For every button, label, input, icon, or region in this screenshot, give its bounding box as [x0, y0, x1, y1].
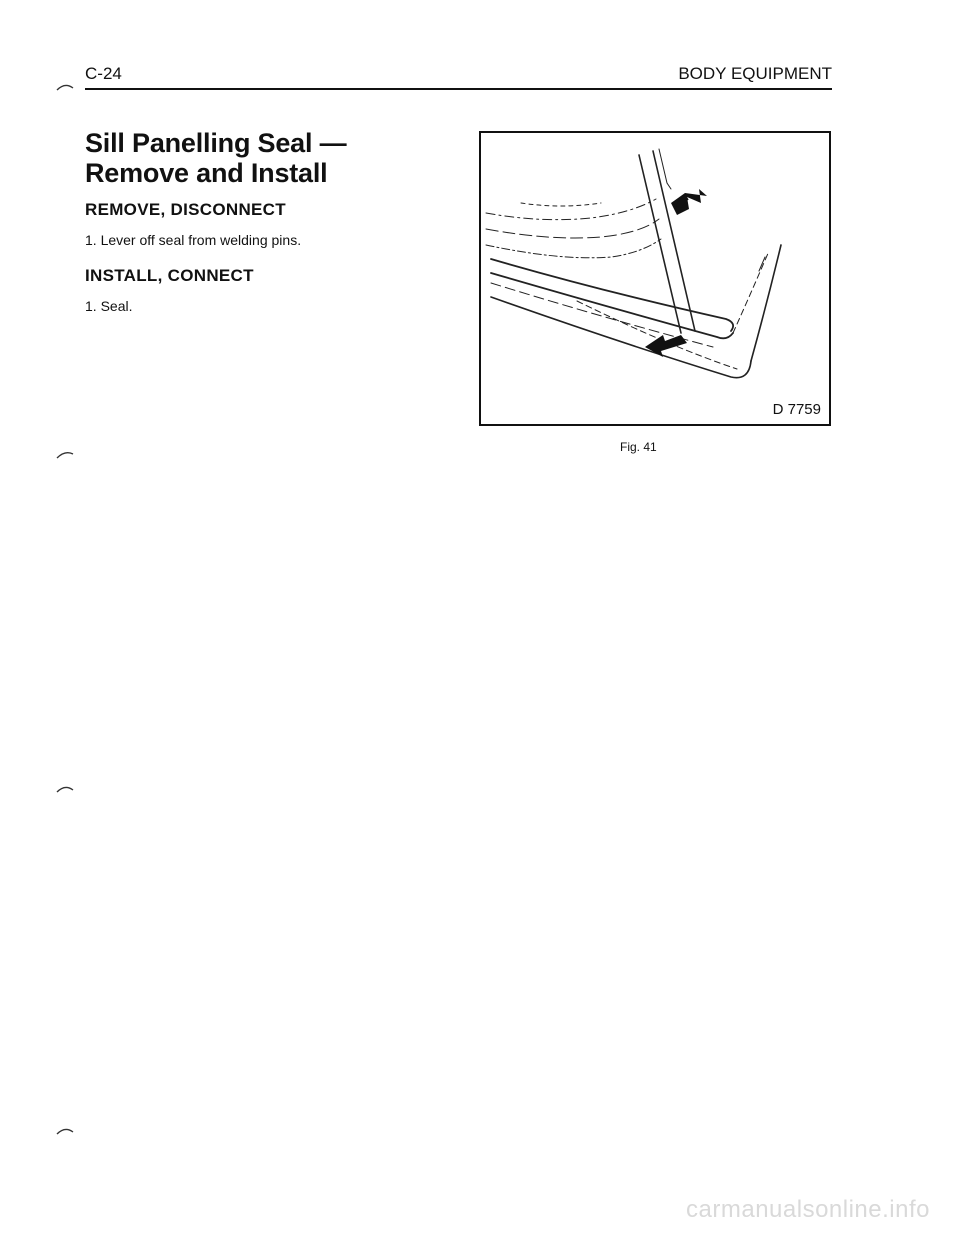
arrow-up-right-icon [671, 189, 707, 215]
header-rule [85, 88, 832, 90]
page-title [85, 128, 415, 188]
sill-lower-line [491, 297, 751, 378]
install-heading: INSTALL, CONNECT [85, 266, 254, 285]
contour-line [486, 199, 656, 220]
contour-line [521, 203, 601, 206]
section-title: BODY EQUIPMENT [678, 64, 832, 83]
remove-heading: REMOVE, DISCONNECT [85, 200, 286, 219]
contour-line [486, 239, 661, 258]
page-number: C-24 [85, 64, 122, 83]
rear-edge [751, 245, 781, 361]
title-line-2: Remove and Install [85, 158, 328, 188]
margin-mark [57, 1129, 73, 1134]
margin-mark [57, 453, 73, 458]
contour-line [486, 219, 659, 238]
remove-step-1: 1. Lever off seal from welding pins. [85, 232, 302, 248]
watermark: carmanualsonline.info [686, 1196, 930, 1223]
figure-caption: Fig. 41 [620, 440, 657, 454]
rear-detail [759, 257, 765, 271]
margin-mark [57, 787, 73, 792]
install-step-1: 1. Seal. [85, 298, 133, 314]
margin-marks [55, 78, 85, 1178]
arrow-down-left-icon [645, 335, 687, 357]
margin-mark [57, 85, 73, 90]
sill-seal-illustration [481, 133, 829, 424]
figure-code: D 7759 [772, 401, 821, 418]
rear-dashed-edge [733, 251, 769, 333]
seal-lower-edge [491, 273, 733, 338]
title-line-1: Sill Panelling Seal — [85, 128, 347, 158]
figure-box [479, 131, 831, 426]
seal-upper-edge [491, 259, 733, 331]
